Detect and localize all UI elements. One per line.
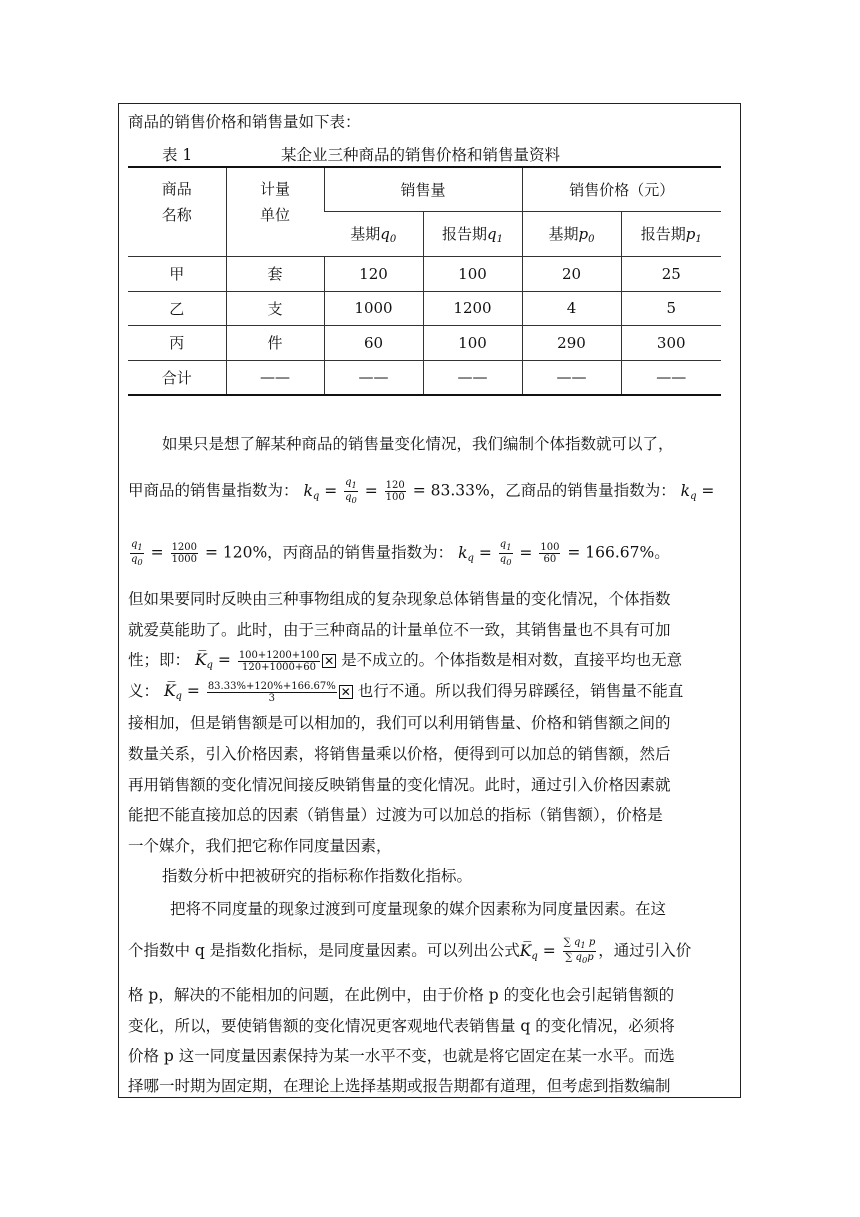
para4-line2-text-a: 个指数中 q 是指数化指标，是同度量因素。可以列出公式 (128, 941, 520, 960)
fraction-b-num: 1200 (171, 542, 198, 553)
cell-p1: 5 (621, 291, 721, 325)
fraction-c (539, 542, 560, 565)
para2-line4 (128, 679, 683, 704)
sum-fraction-1-den: 120+1000+60 (241, 661, 317, 673)
p1-symbol: $p_1$ (685, 224, 702, 245)
cell-p1: —— (621, 360, 721, 395)
cell-name: 乙 (128, 291, 226, 325)
cell-unit: 件 (226, 325, 324, 360)
header-report-p-label: 报告期 (640, 224, 686, 243)
avg-fraction-den: 3 (268, 692, 275, 704)
header-base-p (522, 211, 621, 256)
table-row-total (128, 360, 721, 395)
fraction-b (171, 542, 198, 565)
cell-p1: 25 (621, 256, 721, 291)
Kq-formula-2: $K̅_q$ = (163, 682, 200, 702)
sales-table (128, 166, 721, 396)
q1-over-q0-c: $\frac{q_1}{q_0}$ (499, 539, 512, 567)
cell-q1: 100 (423, 256, 522, 291)
para1-line3: $\frac{q_1}{q_0}$ = $\frac{1200}{1000}$ = 120%，丙商品的销售量指数为： $k_q$ = $\frac{q_1}{q_0}$ = $\frac{100}{60}$ = 166.67%。 (131, 539, 670, 567)
para2-line7: 再用销售额的变化情况间接反映销售量的变化情况。此时，通过引入价格因素就 (128, 776, 671, 794)
header-report-p (621, 211, 721, 256)
cell-p0: —— (522, 360, 621, 395)
cell-name: 合计 (128, 360, 226, 395)
header-name-l2: 名称 (161, 206, 192, 224)
header-unit-l1: 计量 (259, 180, 290, 198)
cell-name: 甲 (128, 256, 226, 291)
q1-over-q0-b: $\frac{q_1}{q_0}$ (131, 539, 143, 567)
para2-line5: 接相加，但是销售额是可以相加的，我们可以利用销售量、价格和销售额之间的 (128, 714, 671, 732)
para4-line2-text-b: ，通过引入价 (598, 941, 692, 960)
header-name (128, 167, 226, 256)
para2-line2: 就爱莫能助了。此时，由于三种商品的计量单位不一致，其销售量也不具有可加 (128, 621, 671, 639)
para1-line2-text-b: = 83.33%，乙商品的销售量指数为： (412, 481, 676, 500)
header-name-l1: 商品 (161, 180, 192, 198)
header-base-p-label: 基期 (548, 224, 579, 243)
sum-fraction-1 (238, 650, 320, 673)
header-base-q (324, 211, 423, 256)
cell-p0: 4 (522, 291, 621, 325)
q0-symbol: $q_0$ (380, 224, 397, 245)
table-caption-label: 表 1 (162, 146, 193, 164)
para4-line6: 择哪一时期为固定期，在理论上选择基期或报告期都有道理，但考虑到指数编制 (128, 1077, 671, 1095)
para2-line4-text-b: 也行不通。所以我们得另辟蹊径，销售量不能直 (357, 682, 684, 700)
para2-line6: 数量关系，引入价格因素，将销售量乘以价格，便得到可以加总的销售额，然后 (128, 745, 671, 763)
Kq-sum-formula: $K̅_q$ = $\frac{\sum q_1 p}{\sum q_0p}$ (519, 937, 596, 965)
table-row (128, 325, 721, 360)
table-row (128, 256, 721, 291)
para4-line1: 把将不同度量的现象过渡到可度量现象的媒介因素称为同度量因素。在这 (170, 900, 667, 918)
q1-over-q0-a: $\frac{q_1}{q_0}$ (345, 477, 357, 505)
para2-line1: 但如果要同时反映由三种事物组成的复杂现象总体销售量的变化情况，个体指数 (128, 590, 671, 608)
cell-q0: —— (324, 360, 423, 395)
kq-formula-a: $k_q$ = $\frac{q_1}{q_0}$ = (303, 477, 383, 505)
cell-p0: 20 (522, 256, 621, 291)
cross-box-icon: ✕ (324, 654, 335, 668)
para2-line4-text-a: 义： (128, 682, 160, 700)
header-base-q-label: 基期 (350, 224, 381, 243)
para1-line3-text-b: = 166.67%。 (567, 543, 670, 562)
header-report-q-label: 报告期 (442, 224, 488, 243)
kq-symbol-b: $k_q$ = (680, 481, 715, 502)
cell-q1: 1200 (423, 291, 522, 325)
fraction-b-den: 1000 (171, 554, 198, 565)
para4-line5: 价格 p 这一同度量因素保持为某一水平不变，也就是将它固定在某一水平。而选 (128, 1047, 675, 1065)
table-row (128, 291, 721, 325)
cell-q1: 100 (423, 325, 522, 360)
header-qty-group: 销售量 (324, 167, 522, 211)
header-price-group: 销售价格（元） (522, 167, 721, 211)
fraction-c-num: 100 (540, 542, 560, 553)
cross-box-icon: ✕ (340, 685, 351, 699)
header-report-q (423, 211, 522, 256)
p0-symbol: $p_0$ (578, 224, 595, 245)
header-unit-l2: 单位 (259, 206, 290, 224)
cell-p1: 300 (621, 325, 721, 360)
avg-fraction-num: 83.33%+120%+166.67% (207, 680, 336, 692)
para4-line2 (128, 937, 691, 966)
para3: 指数分析中把被研究的指标称作指数化指标。 (162, 867, 473, 885)
cell-q0: 1000 (324, 291, 423, 325)
avg-fraction (207, 681, 337, 704)
para2-line3 (128, 648, 682, 673)
cell-unit: 套 (226, 256, 324, 291)
para1-line2 (128, 477, 714, 506)
header-unit (226, 167, 324, 256)
para4-line4: 变化，所以，要使销售额的变化情况更客观地代表销售量 q 的变化情况，必须将 (128, 1017, 675, 1035)
q1-symbol: $q_1$ (487, 224, 503, 245)
para2-line3-text-b: 是不成立的。个体指数是相对数，直接平均也无意 (341, 651, 683, 669)
fraction-a-den: 100 (385, 492, 405, 503)
cell-q0: 120 (324, 256, 423, 291)
para2-line8: 能把不能直接加总的因素（销售量）过渡为可以加总的指标（销售额），价格是 (128, 806, 663, 824)
Kq-formula-1: $K̅_q$ = (194, 651, 231, 671)
para1-line2-text-a: 甲商品的销售量指数为： (128, 481, 299, 500)
intro-line: 商品的销售价格和销售量如下表： (128, 113, 361, 131)
sum-ratio: $\frac{\sum q_1 p}{\sum q_0p}$ (563, 937, 596, 965)
cell-q0: 60 (324, 325, 423, 360)
cell-unit: 支 (226, 291, 324, 325)
cell-p0: 290 (522, 325, 621, 360)
cell-unit: —— (226, 360, 324, 395)
fraction-a (385, 480, 406, 503)
para1-line1: 如果只是想了解某种商品的销售量变化情况，我们编制个体指数就可以了， (162, 435, 674, 453)
kq-formula-c: $k_q$ = $\frac{q_1}{q_0}$ = (458, 539, 538, 567)
fraction-c-den: 60 (543, 554, 557, 565)
para2-line9: 一个媒介，我们把它称作同度量因素， (128, 837, 392, 855)
cell-q1: —— (423, 360, 522, 395)
table-caption-title: 某企业三种商品的销售价格和销售量资料 (281, 146, 561, 164)
para2-line3-text-a: 性；即： (128, 651, 191, 669)
para1-line3-text-a: = 120%，丙商品的销售量指数为： (204, 543, 454, 562)
fraction-a-num: 120 (385, 480, 405, 491)
para4-line3: 格 p，解决的不能相加的问题，在此例中，由于价格 p 的变化也会引起销售额的 (128, 986, 675, 1004)
sum-fraction-1-num: 100+1200+100 (238, 649, 320, 661)
cell-name: 丙 (128, 325, 226, 360)
